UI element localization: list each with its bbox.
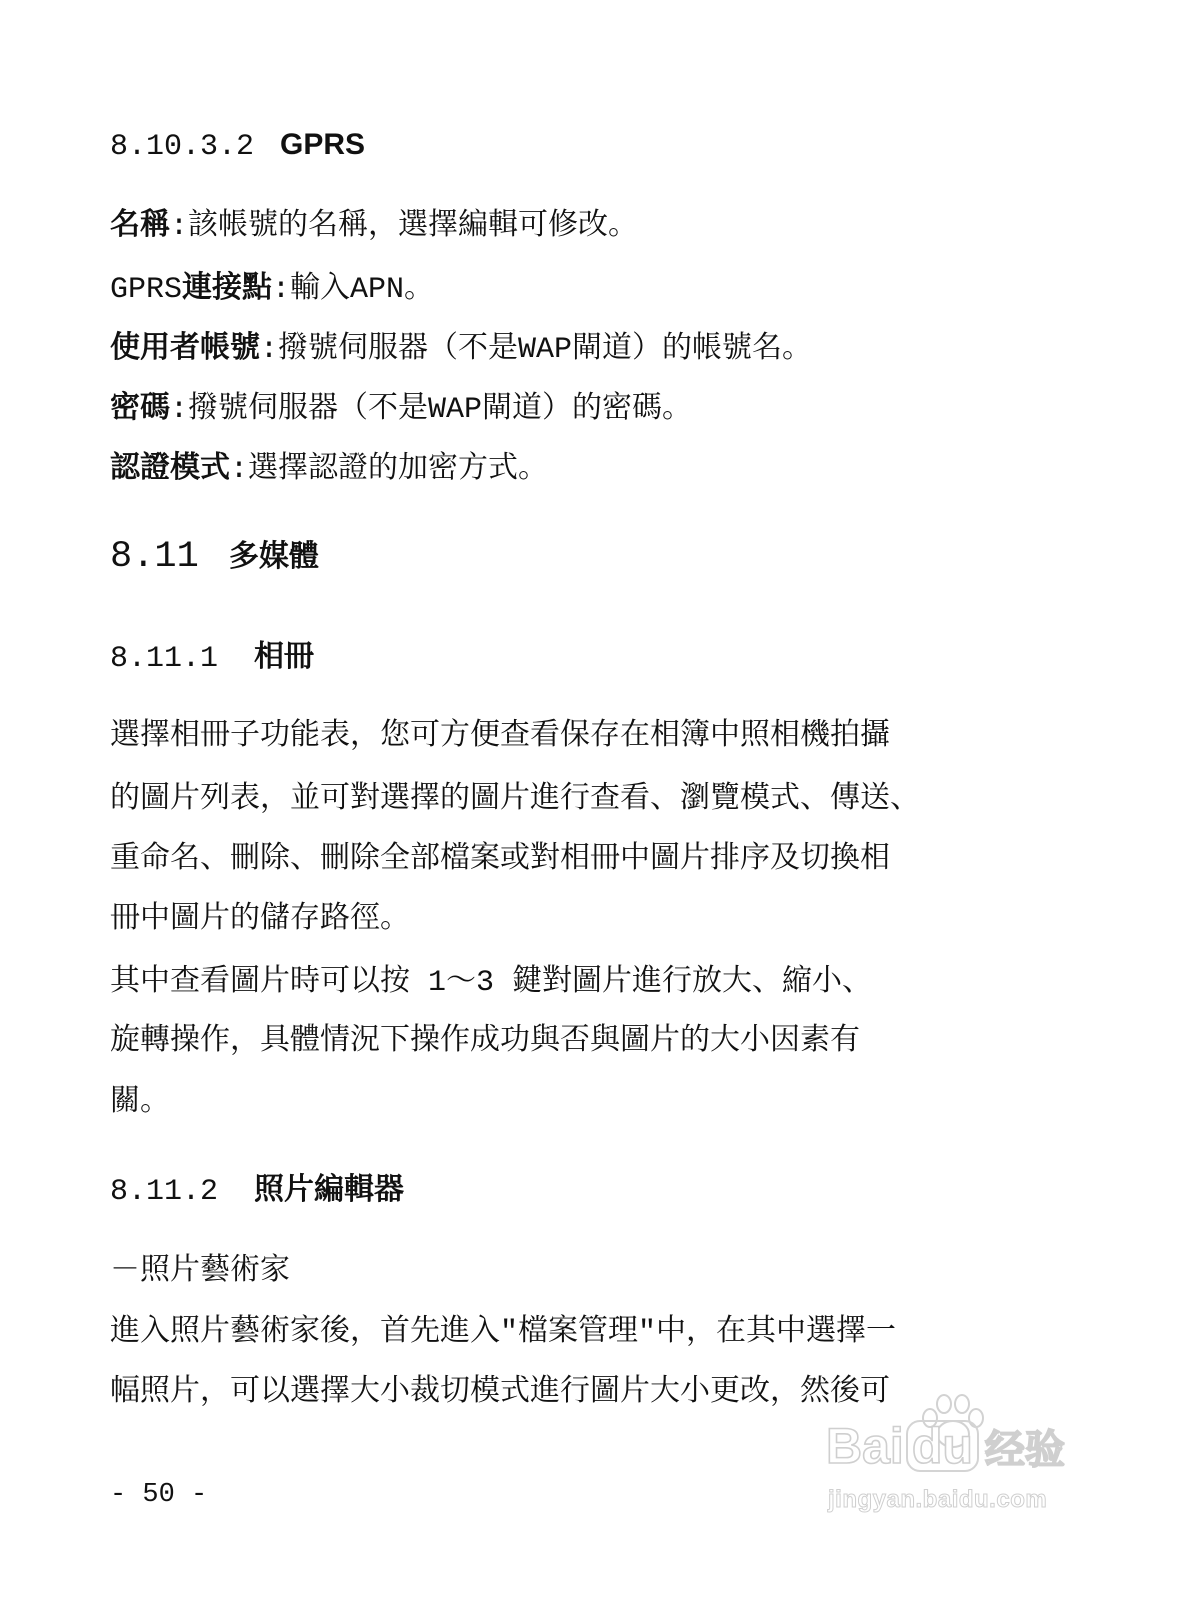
watermark-brand-jingyan: 经验	[984, 1427, 1065, 1473]
page-number: - 50 -	[110, 1480, 208, 1510]
photo-editor-line-2: 進入照片藝術家後，首先進入"檔案管理"中，在其中選擇一	[110, 1316, 897, 1350]
album-line-6: 旋轉操作，具體情況下操作成功與否與圖片的大小因素有	[110, 1025, 860, 1059]
section-number: 8.10.3.2	[110, 130, 255, 164]
section-title: 多媒體	[228, 539, 319, 574]
section-title: 相冊	[254, 639, 315, 674]
section-title: 照片編輯器	[254, 1172, 405, 1207]
gprs-item-username	[110, 330, 812, 366]
item-label: 密碼	[110, 390, 170, 425]
item-prefix: GPRS	[110, 273, 183, 307]
section-number: 8.11	[110, 536, 199, 578]
album-line-5: 其中查看圖片時可以按 1～3 鍵對圖片進行放大、縮小、	[110, 966, 873, 1000]
watermark-brand-bai: Bai	[826, 1418, 904, 1474]
photo-editor-line-1: －照片藝術家	[110, 1255, 290, 1289]
item-text: :該帳號的名稱，選擇編輯可修改。	[170, 210, 639, 244]
item-label: 名稱	[110, 207, 170, 242]
item-text: :撥號伺服器（不是WAP閘道）的密碼。	[170, 393, 693, 427]
item-label: 連接點	[182, 270, 273, 305]
watermark-brand-du: du	[906, 1420, 979, 1472]
item-text: :撥號伺服器（不是WAP閘道）的帳號名。	[260, 333, 813, 367]
album-line-3: 重命名、刪除、刪除全部檔案或對相冊中圖片排序及切換相	[110, 843, 890, 877]
baidu-watermark	[826, 1392, 1088, 1520]
gprs-item-name	[110, 207, 638, 243]
gprs-item-auth-mode	[110, 450, 548, 486]
album-line-4: 冊中圖片的儲存路徑。	[110, 903, 410, 937]
heading-photo-editor	[110, 1172, 404, 1208]
watermark-brand	[826, 1418, 1065, 1474]
heading-multimedia	[110, 535, 319, 579]
item-label: 使用者帳號	[110, 330, 260, 365]
album-line-1: 選擇相冊子功能表，您可方便查看保存在相簿中照相機拍攝	[110, 720, 890, 754]
item-label: 認證模式	[110, 450, 230, 485]
photo-editor-line-3: 幅照片，可以選擇大小裁切模式進行圖片大小更改，然後可	[110, 1376, 890, 1410]
heading-album	[110, 639, 314, 675]
section-number: 8.11.1	[110, 642, 219, 676]
item-text: :輸入APN。	[272, 273, 435, 307]
watermark-url: jingyan.baidu.com	[828, 1486, 1048, 1513]
gprs-item-apn	[110, 270, 434, 306]
heading-gprs	[110, 127, 365, 163]
album-line-7: 關。	[110, 1086, 170, 1120]
gprs-item-password	[110, 390, 692, 426]
album-line-2: 的圖片列表，並可對選擇的圖片進行查看、瀏覽模式、傳送、	[110, 783, 920, 817]
section-number: 8.11.2	[110, 1175, 219, 1209]
item-text: :選擇認證的加密方式。	[230, 453, 549, 487]
section-title: GPRS	[280, 128, 366, 161]
